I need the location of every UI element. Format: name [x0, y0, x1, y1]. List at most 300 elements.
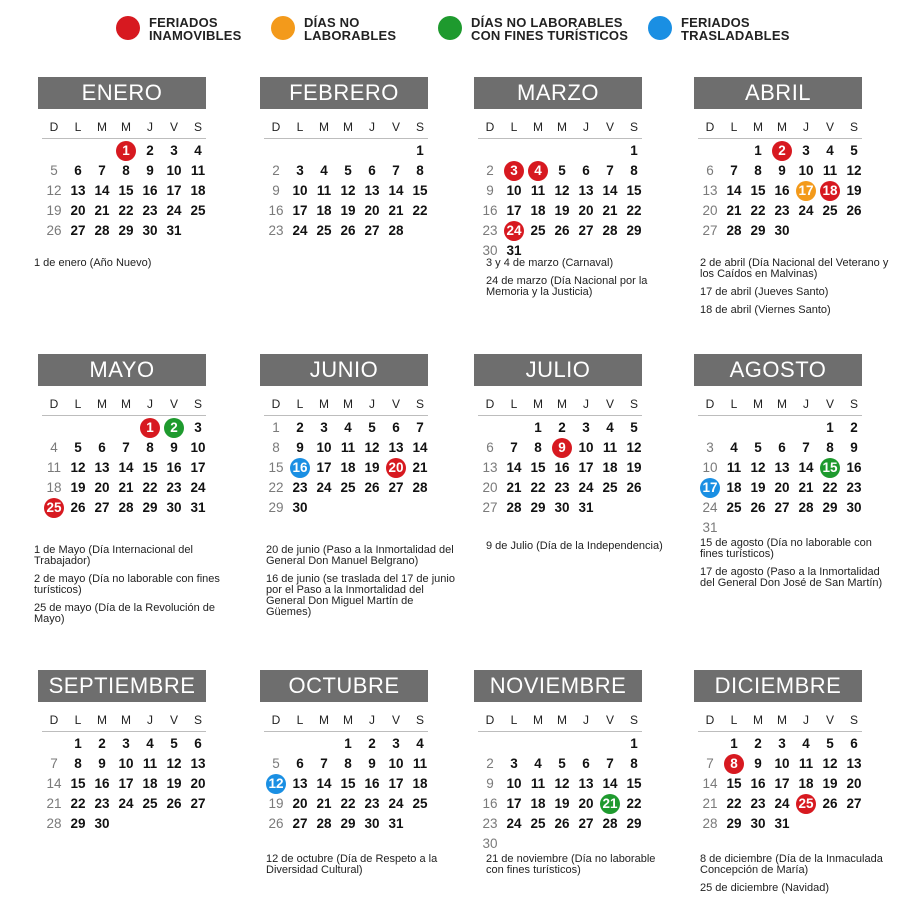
day-cell[interactable]: 18	[190, 183, 206, 198]
day-cell[interactable]: 28	[118, 500, 134, 515]
day-cell[interactable]: 23	[846, 480, 862, 495]
day-cell[interactable]: 17	[506, 796, 522, 811]
day-cell[interactable]: 13	[846, 756, 862, 771]
day-cell[interactable]: 1	[730, 736, 738, 751]
day-cell[interactable]	[550, 438, 574, 458]
day-cell[interactable]: 27	[190, 796, 206, 811]
day-cell[interactable]: 29	[340, 816, 356, 831]
day-cell[interactable]: 19	[626, 460, 642, 475]
day-cell[interactable]: 11	[602, 440, 618, 455]
day-cell[interactable]: 7	[392, 163, 400, 178]
day-cell[interactable]: 27	[482, 500, 498, 515]
day-cell[interactable]: 26	[846, 203, 862, 218]
day-cell[interactable]: 15	[626, 776, 642, 791]
day-cell[interactable]: 22	[118, 203, 134, 218]
day-cell[interactable]: 4	[344, 420, 352, 435]
day-cell[interactable]: 24	[798, 203, 814, 218]
day-cell[interactable]: 19	[340, 203, 356, 218]
day-cell[interactable]: 19	[750, 480, 766, 495]
day-cell[interactable]: 14	[798, 460, 814, 475]
day-cell[interactable]: 13	[482, 460, 498, 475]
day-cell[interactable]: 13	[578, 183, 594, 198]
day-cell[interactable]: 24	[292, 223, 308, 238]
day-cell[interactable]: 9	[778, 163, 786, 178]
day-cell[interactable]: 9	[98, 756, 106, 771]
day-cell[interactable]: 11	[822, 163, 838, 178]
day-cell[interactable]: 3	[706, 440, 714, 455]
day-cell[interactable]: 3	[510, 756, 518, 771]
day-cell[interactable]: 6	[706, 163, 714, 178]
day-cell[interactable]: 18	[316, 203, 332, 218]
day-cell[interactable]: 7	[510, 440, 518, 455]
day-cell[interactable]: 25	[822, 203, 838, 218]
day-cell[interactable]: 26	[364, 480, 380, 495]
day-cell[interactable]	[598, 794, 622, 814]
day-cell[interactable]: 23	[364, 796, 380, 811]
day-cell[interactable]: 19	[554, 203, 570, 218]
day-cell[interactable]: 28	[94, 223, 110, 238]
day-cell[interactable]: 14	[46, 776, 62, 791]
day-cell[interactable]: 22	[530, 480, 546, 495]
day-cell[interactable]: 22	[822, 480, 838, 495]
day-cell[interactable]: 23	[750, 796, 766, 811]
day-cell[interactable]: 5	[74, 440, 82, 455]
day-cell[interactable]: 25	[142, 796, 158, 811]
day-cell[interactable]: 20	[578, 796, 594, 811]
day-cell[interactable]	[502, 161, 526, 181]
day-cell[interactable]	[264, 774, 288, 794]
day-cell[interactable]: 8	[146, 440, 154, 455]
day-cell[interactable]: 21	[412, 460, 428, 475]
day-cell[interactable]	[526, 161, 550, 181]
day-cell[interactable]: 20	[482, 480, 498, 495]
day-cell[interactable]: 1	[630, 143, 638, 158]
day-cell[interactable]: 7	[320, 756, 328, 771]
day-cell[interactable]: 27	[578, 816, 594, 831]
day-cell[interactable]: 7	[606, 163, 614, 178]
day-cell[interactable]: 22	[626, 203, 642, 218]
day-cell[interactable]: 27	[70, 223, 86, 238]
day-cell[interactable]: 27	[94, 500, 110, 515]
day-cell[interactable]: 17	[578, 460, 594, 475]
day-cell[interactable]: 15	[142, 460, 158, 475]
day-cell[interactable]: 25	[412, 796, 428, 811]
day-cell[interactable]: 28	[506, 500, 522, 515]
day-cell[interactable]: 3	[296, 163, 304, 178]
day-cell[interactable]: 17	[118, 776, 134, 791]
day-cell[interactable]: 23	[166, 480, 182, 495]
day-cell[interactable]: 2	[296, 420, 304, 435]
day-cell[interactable]: 28	[602, 816, 618, 831]
day-cell[interactable]: 6	[778, 440, 786, 455]
day-cell[interactable]: 15	[118, 183, 134, 198]
day-cell[interactable]: 12	[626, 440, 642, 455]
day-cell[interactable]: 14	[602, 776, 618, 791]
day-cell[interactable]: 9	[486, 776, 494, 791]
day-cell[interactable]: 13	[774, 460, 790, 475]
day-cell[interactable]: 11	[726, 460, 742, 475]
day-cell[interactable]: 2	[368, 736, 376, 751]
day-cell[interactable]: 31	[388, 816, 404, 831]
day-cell[interactable]: 19	[364, 460, 380, 475]
day-cell[interactable]: 19	[554, 796, 570, 811]
day-cell[interactable]: 5	[272, 756, 280, 771]
day-cell[interactable]: 21	[798, 480, 814, 495]
day-cell[interactable]	[162, 418, 186, 438]
day-cell[interactable]: 27	[702, 223, 718, 238]
day-cell[interactable]: 7	[802, 440, 810, 455]
day-cell[interactable]: 15	[70, 776, 86, 791]
day-cell[interactable]: 19	[46, 203, 62, 218]
day-cell[interactable]: 29	[118, 223, 134, 238]
day-cell[interactable]: 7	[98, 163, 106, 178]
day-cell[interactable]: 12	[846, 163, 862, 178]
day-cell[interactable]: 21	[46, 796, 62, 811]
day-cell[interactable]: 5	[630, 420, 638, 435]
day-cell[interactable]: 18	[412, 776, 428, 791]
day-cell[interactable]: 27	[292, 816, 308, 831]
day-cell[interactable]: 27	[364, 223, 380, 238]
day-cell[interactable]: 7	[416, 420, 424, 435]
day-cell[interactable]: 5	[850, 143, 858, 158]
day-cell[interactable]: 10	[506, 776, 522, 791]
day-cell[interactable]: 4	[146, 736, 154, 751]
day-cell[interactable]: 11	[46, 460, 61, 475]
day-cell[interactable]: 15	[412, 183, 428, 198]
day-cell[interactable]: 30	[292, 500, 308, 515]
day-cell[interactable]: 6	[74, 163, 82, 178]
day-cell[interactable]: 8	[344, 756, 352, 771]
day-cell[interactable]: 11	[530, 183, 546, 198]
day-cell[interactable]: 12	[554, 183, 570, 198]
day-cell[interactable]: 6	[98, 440, 106, 455]
day-cell[interactable]	[794, 794, 818, 814]
day-cell[interactable]: 29	[530, 500, 546, 515]
day-cell[interactable]: 16	[482, 796, 498, 811]
day-cell[interactable]: 16	[364, 776, 380, 791]
day-cell[interactable]: 1	[754, 143, 762, 158]
day-cell[interactable]: 18	[530, 796, 546, 811]
day-cell[interactable]: 18	[340, 460, 356, 475]
day-cell[interactable]	[794, 181, 818, 201]
day-cell[interactable]: 10	[506, 183, 522, 198]
day-cell[interactable]: 28	[798, 500, 814, 515]
day-cell[interactable]: 7	[706, 756, 714, 771]
day-cell[interactable]: 9	[296, 440, 304, 455]
day-cell[interactable]: 14	[94, 183, 110, 198]
day-cell[interactable]: 4	[534, 756, 542, 771]
day-cell[interactable]: 6	[486, 440, 494, 455]
day-cell[interactable]: 2	[850, 420, 858, 435]
day-cell[interactable]: 18	[46, 480, 62, 495]
day-cell[interactable]: 4	[194, 143, 202, 158]
day-cell[interactable]: 26	[822, 796, 838, 811]
day-cell[interactable]: 14	[388, 183, 404, 198]
day-cell[interactable]: 5	[50, 163, 58, 178]
day-cell[interactable]: 10	[774, 756, 790, 771]
day-cell[interactable]: 26	[554, 816, 570, 831]
day-cell[interactable]: 23	[292, 480, 308, 495]
day-cell[interactable]: 22	[726, 796, 742, 811]
day-cell[interactable]: 13	[70, 183, 86, 198]
day-cell[interactable]: 8	[416, 163, 424, 178]
day-cell[interactable]: 31	[774, 816, 790, 831]
day-cell[interactable]: 10	[702, 460, 718, 475]
day-cell[interactable]: 3	[802, 143, 810, 158]
day-cell[interactable]: 26	[46, 223, 62, 238]
day-cell[interactable]: 4	[320, 163, 328, 178]
day-cell[interactable]: 25	[340, 480, 356, 495]
day-cell[interactable]: 31	[190, 500, 206, 515]
day-cell[interactable]	[114, 141, 138, 161]
day-cell[interactable]: 10	[388, 756, 404, 771]
day-cell[interactable]: 6	[296, 756, 304, 771]
day-cell[interactable]: 12	[46, 183, 62, 198]
day-cell[interactable]: 21	[316, 796, 332, 811]
day-cell[interactable]: 28	[702, 816, 718, 831]
day-cell[interactable]: 14	[702, 776, 718, 791]
day-cell[interactable]	[384, 458, 408, 478]
day-cell[interactable]: 20	[774, 480, 790, 495]
day-cell[interactable]: 16	[554, 460, 570, 475]
day-cell[interactable]	[138, 418, 162, 438]
day-cell[interactable]: 29	[750, 223, 766, 238]
day-cell[interactable]: 19	[70, 480, 86, 495]
day-cell[interactable]: 25	[530, 223, 546, 238]
day-cell[interactable]: 11	[798, 756, 814, 771]
day-cell[interactable]: 3	[170, 143, 178, 158]
day-cell[interactable]: 30	[94, 816, 110, 831]
day-cell[interactable]: 30	[364, 816, 380, 831]
day-cell[interactable]: 22	[340, 796, 356, 811]
day-cell[interactable]: 25	[726, 500, 742, 515]
day-cell[interactable]: 20	[190, 776, 206, 791]
day-cell[interactable]: 17	[166, 183, 182, 198]
day-cell[interactable]: 15	[726, 776, 742, 791]
day-cell[interactable]: 4	[826, 143, 834, 158]
day-cell[interactable]: 6	[392, 420, 400, 435]
day-cell[interactable]: 29	[268, 500, 284, 515]
day-cell[interactable]: 30	[482, 836, 498, 851]
day-cell[interactable]: 21	[702, 796, 718, 811]
day-cell[interactable]: 20	[578, 203, 594, 218]
day-cell[interactable]: 15	[340, 776, 356, 791]
day-cell[interactable]: 20	[70, 203, 86, 218]
day-cell[interactable]: 6	[582, 163, 590, 178]
day-cell[interactable]: 29	[142, 500, 158, 515]
day-cell[interactable]: 22	[412, 203, 428, 218]
day-cell[interactable]: 24	[774, 796, 790, 811]
day-cell[interactable]: 22	[70, 796, 86, 811]
day-cell[interactable]: 2	[486, 163, 494, 178]
day-cell[interactable]: 10	[578, 440, 594, 455]
day-cell[interactable]: 23	[94, 796, 110, 811]
day-cell[interactable]: 26	[554, 223, 570, 238]
day-cell[interactable]: 28	[602, 223, 618, 238]
day-cell[interactable]: 5	[826, 736, 834, 751]
day-cell[interactable]	[288, 458, 312, 478]
day-cell[interactable]: 19	[166, 776, 182, 791]
day-cell[interactable]: 16	[482, 203, 498, 218]
day-cell[interactable]: 25	[190, 203, 206, 218]
day-cell[interactable]: 12	[750, 460, 766, 475]
day-cell[interactable]: 16	[774, 183, 790, 198]
day-cell[interactable]: 23	[482, 816, 498, 831]
day-cell[interactable]: 12	[822, 756, 838, 771]
day-cell[interactable]: 13	[190, 756, 206, 771]
day-cell[interactable]: 17	[190, 460, 206, 475]
day-cell[interactable]: 17	[774, 776, 790, 791]
day-cell[interactable]: 18	[530, 203, 546, 218]
day-cell[interactable]: 7	[50, 756, 58, 771]
day-cell[interactable]: 22	[142, 480, 158, 495]
day-cell[interactable]: 13	[578, 776, 594, 791]
day-cell[interactable]: 24	[388, 796, 404, 811]
day-cell[interactable]: 1	[74, 736, 82, 751]
day-cell[interactable]: 30	[750, 816, 766, 831]
day-cell[interactable]: 11	[190, 163, 206, 178]
day-cell[interactable]: 29	[822, 500, 838, 515]
day-cell[interactable]: 28	[46, 816, 62, 831]
day-cell[interactable]: 29	[626, 816, 642, 831]
day-cell[interactable]: 19	[822, 776, 838, 791]
day-cell[interactable]: 8	[826, 440, 834, 455]
day-cell[interactable]: 13	[702, 183, 718, 198]
day-cell[interactable]: 2	[98, 736, 106, 751]
day-cell[interactable]: 12	[70, 460, 86, 475]
day-cell[interactable]: 2	[754, 736, 762, 751]
day-cell[interactable]: 30	[846, 500, 862, 515]
day-cell[interactable]: 1	[344, 736, 352, 751]
day-cell[interactable]	[42, 498, 66, 518]
day-cell[interactable]: 18	[726, 480, 742, 495]
day-cell[interactable]: 24	[190, 480, 206, 495]
day-cell[interactable]: 8	[272, 440, 280, 455]
day-cell[interactable]: 17	[388, 776, 404, 791]
day-cell[interactable]: 3	[582, 420, 590, 435]
day-cell[interactable]: 11	[142, 756, 158, 771]
day-cell[interactable]: 10	[292, 183, 308, 198]
day-cell[interactable]: 3	[778, 736, 786, 751]
day-cell[interactable]: 8	[74, 756, 82, 771]
day-cell[interactable]: 5	[558, 163, 566, 178]
day-cell[interactable]: 8	[754, 163, 762, 178]
day-cell[interactable]: 19	[846, 183, 862, 198]
day-cell[interactable]	[722, 754, 746, 774]
day-cell[interactable]: 15	[530, 460, 546, 475]
day-cell[interactable]: 17	[506, 203, 522, 218]
day-cell[interactable]: 27	[388, 480, 404, 495]
day-cell[interactable]	[698, 478, 722, 498]
day-cell[interactable]: 11	[412, 756, 428, 771]
day-cell[interactable]: 14	[602, 183, 618, 198]
day-cell[interactable]: 1	[630, 736, 638, 751]
day-cell[interactable]: 23	[774, 203, 790, 218]
day-cell[interactable]: 31	[578, 500, 594, 515]
day-cell[interactable]: 10	[316, 440, 332, 455]
day-cell[interactable]: 12	[166, 756, 182, 771]
day-cell[interactable]: 11	[530, 776, 546, 791]
day-cell[interactable]: 3	[320, 420, 328, 435]
day-cell[interactable]: 26	[750, 500, 766, 515]
day-cell[interactable]: 25	[530, 816, 546, 831]
day-cell[interactable]: 10	[166, 163, 182, 178]
day-cell[interactable]: 14	[726, 183, 742, 198]
day-cell[interactable]: 5	[368, 420, 376, 435]
day-cell[interactable]: 8	[630, 756, 638, 771]
day-cell[interactable]: 20	[846, 776, 862, 791]
day-cell[interactable]: 21	[118, 480, 134, 495]
day-cell[interactable]: 16	[846, 460, 862, 475]
day-cell[interactable]: 20	[702, 203, 718, 218]
day-cell[interactable]: 14	[412, 440, 428, 455]
day-cell[interactable]: 25	[316, 223, 332, 238]
day-cell[interactable]	[502, 221, 526, 241]
day-cell[interactable]: 26	[626, 480, 642, 495]
day-cell[interactable]: 13	[388, 440, 404, 455]
day-cell[interactable]: 10	[118, 756, 134, 771]
day-cell[interactable]: 13	[94, 460, 110, 475]
day-cell[interactable]: 29	[70, 816, 86, 831]
day-cell[interactable]: 22	[268, 480, 284, 495]
day-cell[interactable]: 21	[388, 203, 404, 218]
day-cell[interactable]: 14	[506, 460, 522, 475]
day-cell[interactable]: 24	[578, 480, 594, 495]
day-cell[interactable]: 30	[554, 500, 570, 515]
day-cell[interactable]: 27	[774, 500, 790, 515]
day-cell[interactable]: 14	[316, 776, 332, 791]
day-cell[interactable]: 27	[578, 223, 594, 238]
day-cell[interactable]: 10	[190, 440, 206, 455]
day-cell[interactable]: 23	[554, 480, 570, 495]
day-cell[interactable]: 18	[142, 776, 158, 791]
day-cell[interactable]: 24	[316, 480, 332, 495]
day-cell[interactable]: 10	[798, 163, 814, 178]
day-cell[interactable]: 1	[534, 420, 542, 435]
day-cell[interactable]: 9	[754, 756, 762, 771]
day-cell[interactable]: 16	[750, 776, 766, 791]
day-cell[interactable]: 3	[122, 736, 130, 751]
day-cell[interactable]: 7	[122, 440, 130, 455]
day-cell[interactable]: 20	[292, 796, 308, 811]
day-cell[interactable]: 9	[146, 163, 154, 178]
day-cell[interactable]	[770, 141, 794, 161]
day-cell[interactable]: 5	[558, 756, 566, 771]
day-cell[interactable]: 30	[166, 500, 182, 515]
day-cell[interactable]: 7	[730, 163, 738, 178]
day-cell[interactable]: 11	[340, 440, 356, 455]
day-cell[interactable]: 23	[142, 203, 158, 218]
day-cell[interactable]: 4	[50, 440, 58, 455]
day-cell[interactable]: 28	[388, 223, 404, 238]
day-cell[interactable]: 28	[412, 480, 428, 495]
day-cell[interactable]: 30	[142, 223, 158, 238]
day-cell[interactable]	[818, 181, 842, 201]
day-cell[interactable]: 7	[606, 756, 614, 771]
day-cell[interactable]: 9	[486, 183, 494, 198]
day-cell[interactable]: 30	[482, 243, 498, 258]
day-cell[interactable]: 16	[268, 203, 284, 218]
day-cell[interactable]: 5	[170, 736, 178, 751]
day-cell[interactable]: 16	[94, 776, 110, 791]
day-cell[interactable]: 5	[344, 163, 352, 178]
day-cell[interactable]: 13	[364, 183, 380, 198]
day-cell[interactable]: 17	[316, 460, 332, 475]
day-cell[interactable]: 28	[316, 816, 332, 831]
day-cell[interactable]: 24	[506, 816, 522, 831]
day-cell[interactable]: 11	[316, 183, 332, 198]
day-cell[interactable]: 29	[626, 223, 642, 238]
